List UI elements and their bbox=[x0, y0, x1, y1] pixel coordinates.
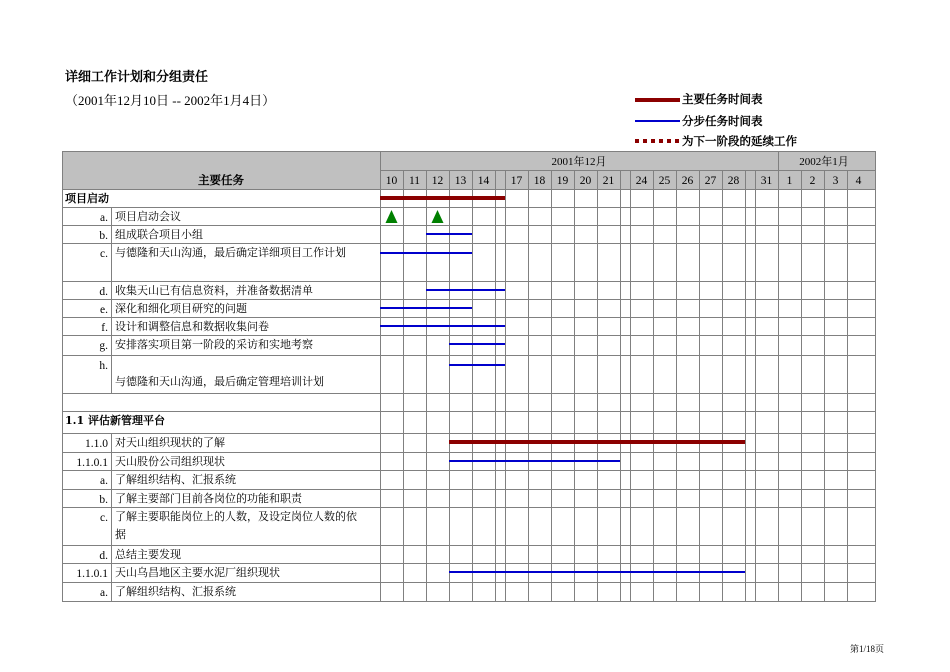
legend-continuation-label: 为下一阶段的延续工作 bbox=[682, 134, 797, 148]
section-heading: 1.1 评估新管理平台 bbox=[65, 414, 165, 427]
task-label: 设计和调整信息和数据收集问卷 bbox=[115, 320, 269, 333]
task-number: c. bbox=[100, 512, 108, 524]
subtask-bar bbox=[380, 325, 505, 327]
day-header: 12 bbox=[431, 175, 444, 187]
task-label: 据 bbox=[115, 528, 126, 541]
subtask-bar bbox=[449, 571, 745, 573]
subtask-bar bbox=[449, 460, 620, 462]
day-header: 26 bbox=[681, 175, 694, 187]
day-header: 14 bbox=[477, 175, 490, 187]
day-header: 25 bbox=[658, 175, 671, 187]
subtask-bar bbox=[426, 233, 472, 235]
day-header: 20 bbox=[579, 175, 592, 187]
day-header: 24 bbox=[635, 175, 648, 187]
legend-sub-label: 分步任务时间表 bbox=[682, 114, 763, 128]
day-header: 11 bbox=[408, 175, 421, 187]
subtask-bar bbox=[380, 307, 472, 309]
subtask-bar bbox=[449, 364, 505, 366]
task-number: d. bbox=[99, 550, 108, 562]
task-label: 了解组织结构、汇报系统 bbox=[115, 585, 236, 598]
day-header: 3 bbox=[832, 175, 839, 187]
day-header: 27 bbox=[704, 175, 717, 187]
subtask-bar bbox=[426, 289, 505, 291]
task-label: 了解组织结构、汇报系统 bbox=[115, 473, 236, 486]
day-header: 31 bbox=[760, 175, 773, 187]
document-subtitle: （2001年12月10日 -- 2002年1月4日） bbox=[65, 93, 276, 108]
task-label: 与德隆和天山沟通，最后确定管理培训计划 bbox=[115, 375, 324, 388]
main-task-bar bbox=[380, 196, 505, 200]
task-number: d. bbox=[99, 286, 108, 298]
task-label: 项目启动会议 bbox=[115, 210, 181, 223]
task-label: 天山乌昌地区主要水泥厂组织现状 bbox=[115, 566, 280, 579]
day-header: 21 bbox=[602, 175, 615, 187]
subtask-bar bbox=[380, 252, 472, 254]
task-number: 1.1.0.1 bbox=[76, 457, 108, 469]
day-header: 13 bbox=[454, 175, 467, 187]
task-number: a. bbox=[100, 587, 108, 599]
document-title: 详细工作计划和分组责任 bbox=[65, 70, 209, 85]
day-header: 19 bbox=[556, 175, 569, 187]
task-label: 了解主要职能岗位上的人数，及设定岗位人数的依 bbox=[115, 510, 357, 523]
task-label: 天山股份公司组织现状 bbox=[115, 455, 225, 468]
task-label: 深化和细化项目研究的问题 bbox=[115, 302, 247, 315]
milestone-marker bbox=[432, 210, 444, 223]
task-number: h. bbox=[99, 360, 108, 372]
task-number: 1.1.0 bbox=[85, 438, 108, 450]
task-number: 1.1.0.1 bbox=[76, 568, 108, 580]
subtask-bar bbox=[449, 343, 505, 345]
task-number: b. bbox=[99, 494, 108, 506]
month-header: 2001年12月 bbox=[551, 156, 607, 168]
page-number: 第1/18页 bbox=[850, 644, 885, 654]
milestone-marker bbox=[386, 210, 398, 223]
task-label: 收集天山已有信息资料，并准备数据清单 bbox=[115, 284, 313, 297]
day-header: 17 bbox=[510, 175, 523, 187]
task-number: a. bbox=[100, 475, 108, 487]
day-header: 28 bbox=[727, 175, 740, 187]
legend-main-label: 主要任务时间表 bbox=[682, 92, 763, 106]
task-column-header: 主要任务 bbox=[198, 173, 244, 187]
day-header: 10 bbox=[385, 175, 398, 187]
task-number: c. bbox=[100, 248, 108, 260]
task-number: b. bbox=[99, 230, 108, 242]
day-header: 1 bbox=[786, 175, 793, 187]
task-label: 了解主要部门目前各岗位的功能和职责 bbox=[115, 492, 302, 505]
day-header: 18 bbox=[533, 175, 546, 187]
task-label: 总结主要发现 bbox=[115, 548, 181, 561]
month-header: 2002年1月 bbox=[799, 156, 849, 168]
task-label: 组成联合项目小组 bbox=[115, 228, 203, 241]
day-header: 2 bbox=[809, 175, 816, 187]
task-number: f. bbox=[101, 322, 108, 334]
main-task-bar bbox=[449, 440, 745, 444]
task-number: g. bbox=[99, 340, 108, 352]
day-header: 4 bbox=[855, 175, 862, 187]
section-heading: 项目启动 bbox=[65, 192, 109, 205]
task-label: 对天山组织现状的了解 bbox=[115, 436, 225, 449]
task-label: 与德隆和天山沟通，最后确定详细项目工作计划 bbox=[115, 246, 346, 259]
task-number: e. bbox=[100, 304, 108, 316]
task-number: a. bbox=[100, 212, 108, 224]
task-label: 安排落实项目第一阶段的采访和实地考察 bbox=[115, 338, 313, 351]
